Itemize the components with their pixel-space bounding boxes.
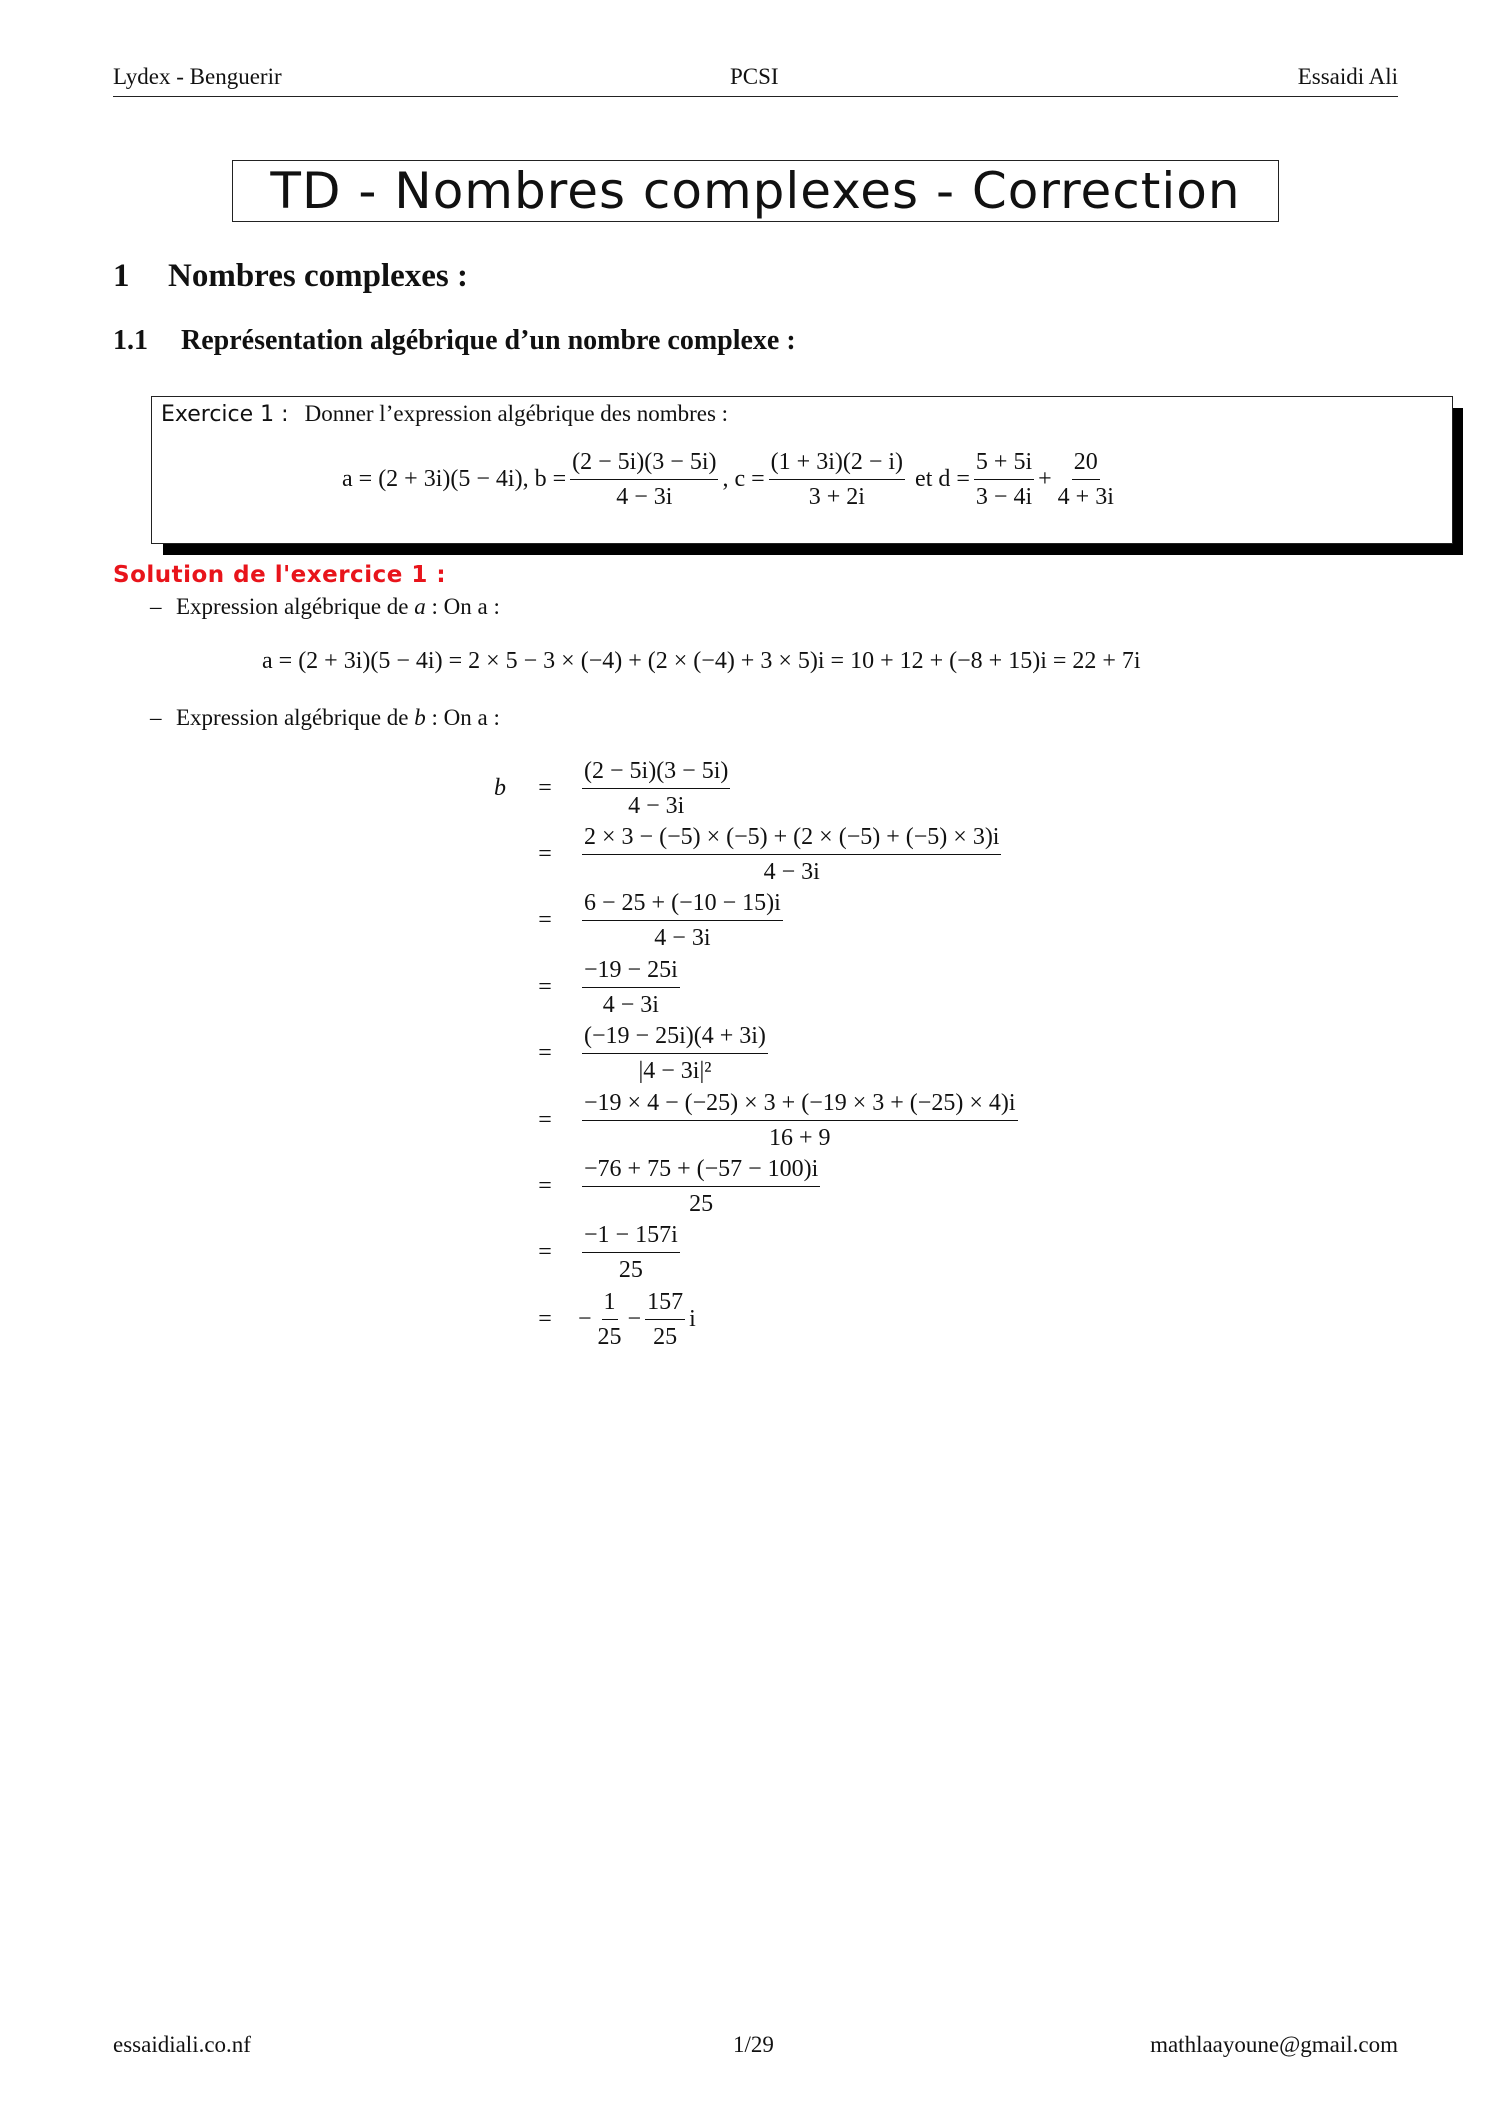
numerator: 2 × 3 − (−5) × (−5) + (2 × (−5) + (−5) × 3)i bbox=[582, 822, 1001, 855]
fraction bbox=[1056, 447, 1116, 512]
derivation-row bbox=[480, 1021, 772, 1087]
math-text: , c = bbox=[722, 466, 765, 492]
bullet-text: Expression algébrique de bbox=[176, 594, 415, 619]
header-center: PCSI bbox=[730, 64, 779, 89]
numerator: 5 + 5i bbox=[974, 447, 1034, 480]
equals-sign: = bbox=[538, 840, 552, 867]
equals-sign: = bbox=[538, 907, 552, 934]
numerator: (2 − 5i)(3 − 5i) bbox=[570, 447, 718, 480]
math-text: i bbox=[689, 1305, 696, 1332]
fraction bbox=[582, 1088, 1018, 1153]
denominator: 4 − 3i bbox=[628, 792, 685, 819]
equals-sign: = bbox=[538, 1106, 552, 1133]
numerator: (1 + 3i)(2 − i) bbox=[769, 447, 905, 480]
denominator: 25 bbox=[618, 1257, 643, 1284]
subsection-heading bbox=[113, 325, 796, 357]
derivation-row bbox=[480, 1286, 696, 1352]
footer-right: mathlaayoune@gmail.com bbox=[1150, 2032, 1398, 2057]
math-text: a = (2 + 3i)(5 − 4i), b = bbox=[342, 466, 567, 492]
math-text: + bbox=[1038, 466, 1052, 492]
math-text: − bbox=[627, 1305, 642, 1332]
solution-title: Solution de l'exercice 1 : bbox=[113, 562, 447, 588]
derivation-row bbox=[480, 821, 1005, 887]
fraction bbox=[582, 955, 680, 1020]
denominator: 4 − 3i bbox=[654, 925, 711, 952]
denominator: 4 − 3i bbox=[602, 991, 659, 1018]
denominator: 25 bbox=[689, 1190, 714, 1217]
fraction bbox=[596, 1287, 624, 1352]
fraction bbox=[570, 447, 718, 512]
rhs bbox=[578, 955, 684, 1020]
fraction bbox=[645, 1287, 685, 1352]
header-rule bbox=[113, 96, 1398, 97]
numerator: −76 + 75 + (−57 − 100)i bbox=[582, 1154, 820, 1187]
subsection-number: 1.1 bbox=[113, 325, 148, 356]
bullet-tail: : On a : bbox=[425, 594, 500, 619]
equals-sign: = bbox=[538, 1239, 552, 1266]
fraction bbox=[974, 447, 1034, 512]
denominator: 25 bbox=[653, 1323, 678, 1350]
math-text: − bbox=[578, 1305, 592, 1332]
exercise-header bbox=[161, 401, 728, 427]
derivation-row bbox=[480, 1153, 824, 1219]
bullet-text: Expression algébrique de bbox=[176, 705, 415, 730]
exercise-formula bbox=[342, 447, 1120, 512]
roman-text: et bbox=[909, 466, 939, 492]
numerator: 6 − 25 + (−10 − 15)i bbox=[582, 888, 783, 921]
section-heading bbox=[113, 258, 468, 295]
derivation-row bbox=[480, 888, 787, 954]
bullet-var: a bbox=[414, 594, 426, 619]
rhs bbox=[578, 1220, 684, 1285]
equals-sign: = bbox=[538, 1040, 552, 1067]
bullet-b bbox=[150, 705, 500, 731]
exercise-statement: Donner l’expression algébrique des nombres : bbox=[304, 401, 729, 426]
fraction bbox=[769, 447, 905, 512]
bullet-dash: – bbox=[150, 594, 162, 619]
footer-left: essaidiali.co.nf bbox=[113, 2032, 251, 2057]
exercise-label: Exercice 1 : bbox=[161, 402, 289, 427]
section-title: Nombres complexes : bbox=[168, 258, 468, 294]
equals-sign: = bbox=[538, 1172, 552, 1199]
derivation-row bbox=[480, 1220, 684, 1286]
denominator: 4 − 3i bbox=[763, 858, 820, 885]
denominator: 3 + 2i bbox=[808, 484, 865, 510]
fraction bbox=[582, 888, 783, 953]
section-number: 1 bbox=[113, 258, 130, 294]
rhs bbox=[578, 1021, 772, 1086]
header-right: Essaidi Ali bbox=[1297, 64, 1398, 89]
equals-sign: = bbox=[538, 1305, 552, 1332]
numerator: −1 − 157i bbox=[582, 1220, 680, 1253]
document-title: TD - Nombres complexes - Correction bbox=[232, 160, 1279, 222]
numerator: (−19 − 25i)(4 + 3i) bbox=[582, 1021, 768, 1054]
rhs bbox=[578, 1088, 1022, 1153]
header-left: Lydex - Benguerir bbox=[113, 64, 282, 89]
denominator: 4 + 3i bbox=[1057, 484, 1114, 510]
equation-a: a = (2 + 3i)(5 − 4i) = 2 × 5 − 3 × (−4) + (2 × (−4) + 3 × 5)i = 10 + 12 + (−8 + 15)i = 22 + 7i bbox=[262, 648, 1141, 674]
denominator: 25 bbox=[597, 1323, 622, 1350]
rhs bbox=[578, 822, 1005, 887]
bullet-tail: : On a : bbox=[425, 705, 500, 730]
rhs bbox=[578, 756, 734, 821]
fraction bbox=[582, 1021, 768, 1086]
rhs bbox=[578, 1287, 696, 1352]
denominator: 4 − 3i bbox=[616, 484, 673, 510]
equals-sign: = bbox=[538, 973, 552, 1000]
subsection-title: Représentation algébrique d’un nombre complexe : bbox=[181, 325, 796, 356]
rhs bbox=[578, 888, 787, 953]
fraction bbox=[582, 1154, 820, 1219]
fraction bbox=[582, 1220, 680, 1285]
derivation-row bbox=[480, 1087, 1022, 1153]
numerator: (2 − 5i)(3 − 5i) bbox=[582, 756, 730, 789]
lhs: b bbox=[494, 774, 506, 801]
bullet-var: b bbox=[414, 705, 426, 730]
bullet-dash: – bbox=[150, 705, 162, 730]
numerator: 1 bbox=[602, 1287, 618, 1320]
denominator: 16 + 9 bbox=[768, 1124, 831, 1151]
numerator: 20 bbox=[1072, 447, 1100, 480]
fraction bbox=[582, 822, 1001, 887]
denominator: 3 − 4i bbox=[975, 484, 1033, 510]
derivation-row bbox=[480, 755, 734, 821]
derivation-row bbox=[480, 954, 684, 1020]
footer-page: 1/29 bbox=[733, 2032, 774, 2057]
rhs bbox=[578, 1154, 824, 1219]
bullet-a bbox=[150, 594, 500, 620]
equals-sign: = bbox=[538, 774, 552, 801]
numerator: 157 bbox=[645, 1287, 685, 1320]
math-text: d = bbox=[938, 466, 970, 492]
exercise-box bbox=[151, 396, 1453, 544]
fraction bbox=[582, 756, 730, 821]
numerator: −19 × 4 − (−25) × 3 + (−19 × 3 + (−25) × 4)i bbox=[582, 1088, 1018, 1121]
numerator: −19 − 25i bbox=[582, 955, 680, 988]
denominator: |4 − 3i|² bbox=[638, 1058, 712, 1085]
